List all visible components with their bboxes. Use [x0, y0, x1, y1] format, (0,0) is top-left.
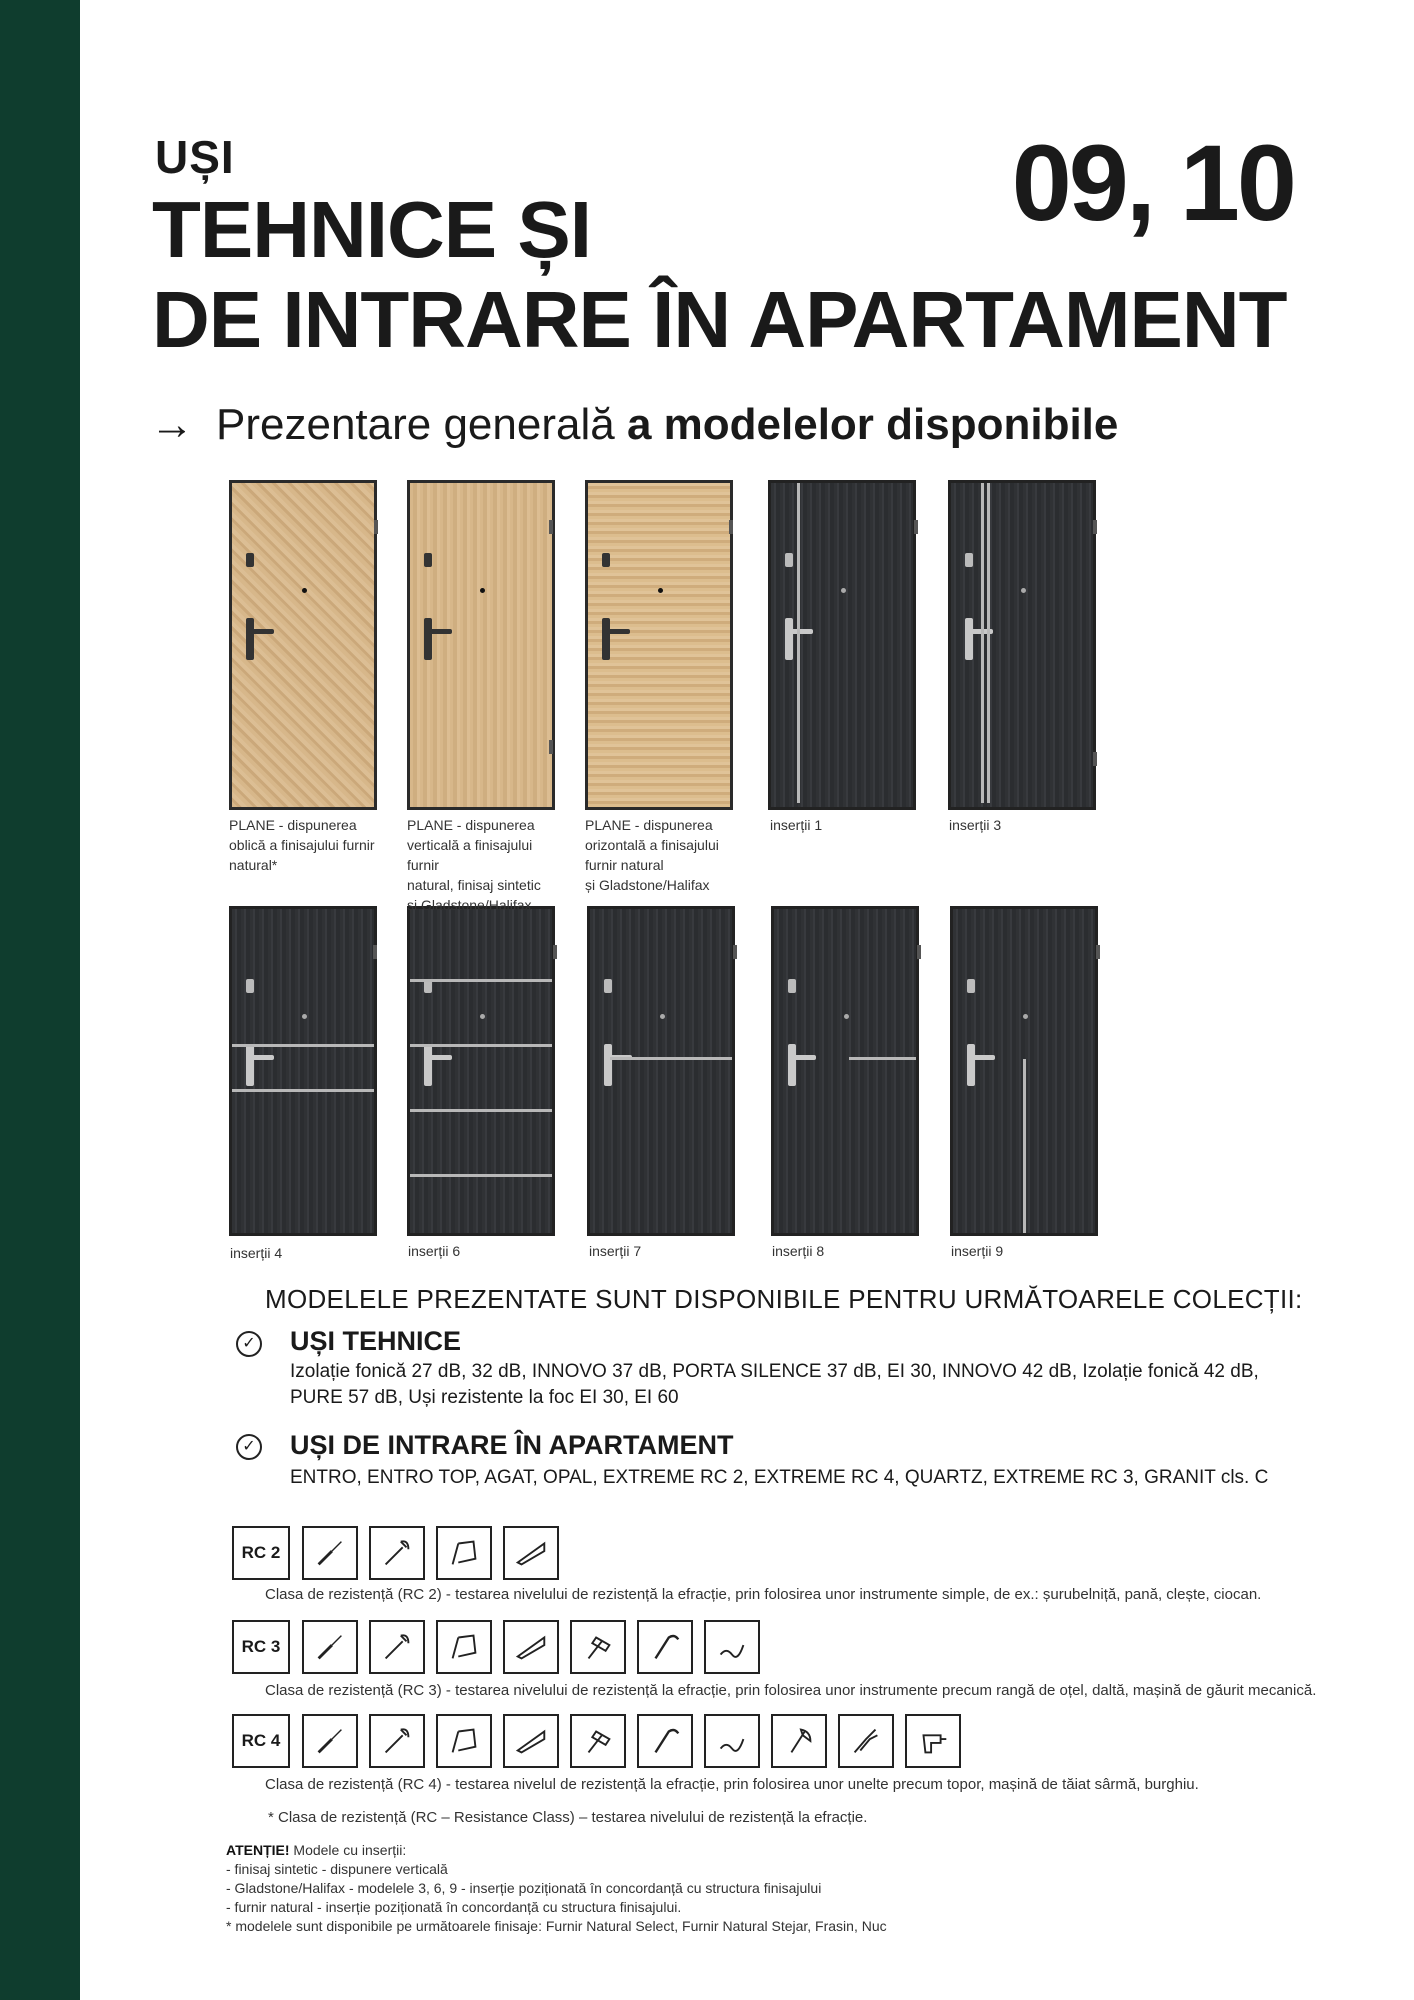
notes: ATENȚIE! Modele cu inserții: - finisaj sintetic - dispunere verticală - Gladstone/Halifax - modelele 3, 6, 9 - inserție poziționată în concordanță cu structura finisajului - furnir natural - inserție poziționată în concordanță cu structura finisajului. * modelele sunt disponibile pe următoarele finisaje: Furnir Natural Select, Furnir Natural Stejar, Frasin, Nuc — [226, 1842, 887, 1934]
attention-label: ATENȚIE! — [226, 1842, 290, 1858]
side-bar — [0, 0, 80, 2000]
pliers-icon — [436, 1620, 492, 1674]
collection-desc: Izolație fonică 27 dB, 32 dB, INNOVO 37 dB, PORTA SILENCE 37 dB, EI 30, INNOVO 42 dB, Izolație fonică 42 dB, — [290, 1361, 1259, 1382]
note-line: - Gladstone/Halifax - modelele 3, 6, 9 - inserție poziționată în concordanță cu structura finisajului — [226, 1880, 822, 1896]
door-caption: inserții 4 — [230, 1245, 283, 1261]
door-image — [950, 906, 1098, 1236]
rc-description: Clasa de rezistență (RC 2) - testarea nivelului de rezistență la efracție, prin folosirea unor instrumente simple, de ex.: șurubelniță, pană, clește, ciocan. — [265, 1586, 1262, 1603]
rc-badge: RC 2 — [232, 1526, 290, 1580]
note-line: - furnir natural - inserție poziționată în concordanță cu structura finisajului. — [226, 1899, 682, 1915]
crowbar-icon — [637, 1714, 693, 1768]
wire-cutter-icon — [838, 1714, 894, 1768]
title-line-2: DE INTRARE ÎN APARTAMENT — [152, 275, 1287, 364]
subtitle — [150, 400, 1118, 450]
power-drill-icon — [905, 1714, 961, 1768]
collection-desc: PURE 57 dB, Uși rezistente la foc EI 30, EI 60 — [290, 1387, 679, 1408]
door-caption: inserții 3 — [949, 817, 1002, 833]
note-line: * modelele sunt disponibile pe următoarele finisaje: Furnir Natural Select, Furnir Natural Stejar, Frasin, Nuc — [226, 1918, 887, 1934]
door-image — [407, 906, 555, 1236]
drill-bit-icon — [704, 1714, 760, 1768]
door-caption: PLANE - dispunerea oblică a finisajului furnir natural* — [229, 817, 375, 873]
door-image — [948, 480, 1096, 810]
arrow-right-icon: → — [150, 400, 194, 449]
wrench-icon — [369, 1714, 425, 1768]
door-caption: inserții 9 — [951, 1243, 1004, 1259]
door-caption: PLANE - dispunerea orizontală a finisajului furnir natural și Gladstone/Halifax — [585, 817, 719, 893]
door-caption: inserții 6 — [408, 1243, 461, 1259]
footnote: * Clasa de rezistență (RC – Resistance Class) – testarea nivelului de rezistență la efracție. — [268, 1809, 868, 1826]
title-line-1: TEHNICE ȘI — [152, 185, 591, 274]
door-image — [229, 906, 377, 1236]
rc-badge: RC 4 — [232, 1714, 290, 1768]
rc-description: Clasa de rezistență (RC 4) - testarea nivelul de rezistență la efracție, prin folosirea unor unelte precum topor, mașină de tăiat sârmă, burghiu. — [265, 1776, 1199, 1793]
door-image — [229, 480, 377, 810]
door-image — [768, 480, 916, 810]
collection-desc: ENTRO, ENTRO TOP, AGAT, OPAL, EXTREME RC 2, EXTREME RC 4, QUARTZ, EXTREME RC 3, GRANIT cls. C — [290, 1467, 1269, 1488]
door-image — [587, 906, 735, 1236]
axe-icon — [771, 1714, 827, 1768]
hinge — [374, 520, 378, 534]
wedge-icon — [503, 1714, 559, 1768]
wedge-icon — [503, 1620, 559, 1674]
door-caption: inserții 1 — [770, 817, 823, 833]
pliers-icon — [436, 1526, 492, 1580]
peephole — [302, 588, 307, 593]
door-caption: PLANE - dispunerea verticală a finisajului furnir natural, finisaj sintetic și Gladstone/Halifax — [407, 817, 541, 913]
door-image — [771, 906, 919, 1236]
model-numbers: 09, 10 — [1011, 122, 1294, 243]
insert-line — [797, 483, 800, 803]
note-line: - finisaj sintetic - dispunere verticală — [226, 1861, 448, 1877]
hammer-icon — [570, 1714, 626, 1768]
wrench-icon — [369, 1526, 425, 1580]
handle-icon — [246, 618, 254, 660]
door-image — [407, 480, 555, 810]
screwdriver-icon — [302, 1620, 358, 1674]
collection-name: UȘI TEHNICE — [290, 1326, 462, 1356]
screwdriver-icon — [302, 1526, 358, 1580]
door-caption: inserții 7 — [589, 1243, 642, 1259]
door-image — [585, 480, 733, 810]
pre-title: UȘI — [155, 131, 235, 183]
subtitle-bold: a modelelor disponibile — [626, 400, 1119, 449]
hammer-icon — [570, 1620, 626, 1674]
collection-name: UȘI DE INTRARE ÎN APARTAMENT — [290, 1430, 734, 1460]
check-circle-icon: ✓ — [236, 1331, 262, 1357]
door-caption: inserții 8 — [772, 1243, 825, 1259]
wrench-icon — [369, 1620, 425, 1674]
collections-title: MODELELE PREZENTATE SUNT DISPONIBILE PENTRU URMĂTOARELE COLECȚII: — [265, 1284, 1303, 1314]
drill-bit-icon — [704, 1620, 760, 1674]
pliers-icon — [436, 1714, 492, 1768]
crowbar-icon — [637, 1620, 693, 1674]
rc-description: Clasa de rezistență (RC 3) - testarea nivelului de rezistență la efracție, prin folosirea unor instrumente precum rangă de oțel, daltă, mașină de găurit mecanică. — [265, 1682, 1317, 1699]
wedge-icon — [503, 1526, 559, 1580]
subtitle-regular: Prezentare generală — [216, 400, 615, 449]
check-circle-icon: ✓ — [236, 1434, 262, 1460]
screwdriver-icon — [302, 1714, 358, 1768]
rc-badge: RC 3 — [232, 1620, 290, 1674]
lock-icon — [246, 553, 254, 567]
